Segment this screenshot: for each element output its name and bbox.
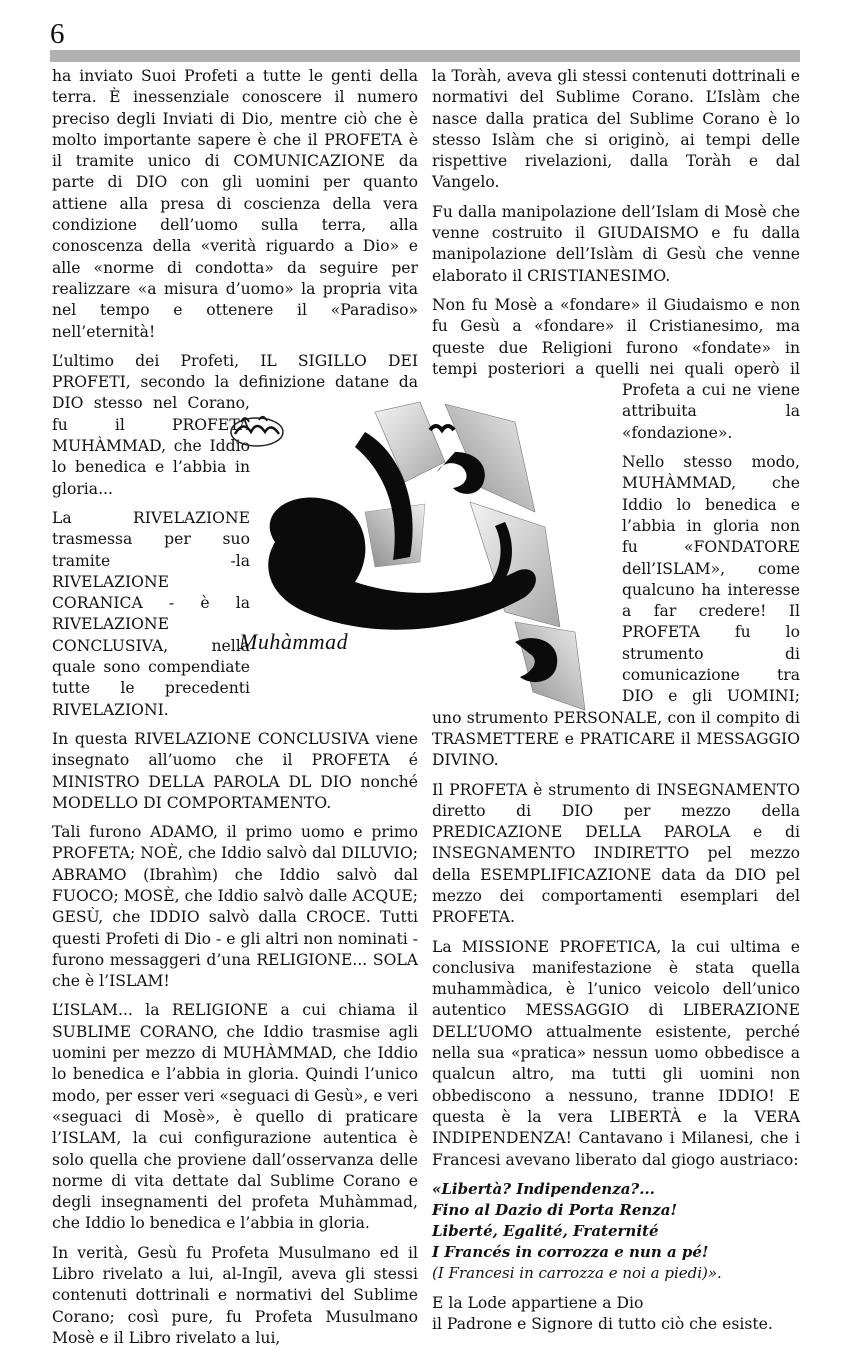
paragraph: In questa RIVELAZIONE CONCLUSIVA viene insegnato all’uomo che il PROFETA é MINISTRO DELLA PAROLA DL DIO nonché MODELLO DI COMPORTAMENTO. — [52, 729, 418, 812]
muhammad-calligraphy-illustration — [215, 392, 635, 716]
motto-line: I Francés in corrozza e nun a pé! — [432, 1242, 709, 1261]
paragraph: La MISSIONE PROFETICA, la cui ultima e conclusiva manifestazione è stata quella muhammàdica, è l’unico veicolo dell’unico autentico MESSAGGIO di LIBERAZIONE DELL’UOMO attualmente esistente, perché nella sua «pratica» nessun uomo obbedisce a qualcun altro, ma tutti gli uomini non obbediscono a nessuno, tranne IDDIO! E questa è la vera LIBERTÀ e la VERA INDIPENDENZA! Cantavano i Milanesi, che i Francesi avevano liberato dal giogo austriaco: — [432, 937, 800, 1169]
image-caption: Muhàmmad — [239, 629, 349, 654]
motto-verse — [432, 1179, 800, 1284]
paragraph: Non fu Mosè a «fondare» il Giudaismo e non fu Gesù a «fondare» il Cristianesimo, ma queste due Religioni furono «fondate» in tempi posteriori a quelli nei quali operò il Profeta a cui ne viene attribuita la «fondazione». — [432, 295, 800, 442]
paragraph: la Toràh, aveva gli stessi contenuti dottrinali e normativi del Sublime Corano. L’Islàm che nasce dalla pratica del Sublime Corano è lo stesso Islàm che si originò, ai tempi delle rispettive rivelazioni, dalla Toràh e dal Vangelo. — [432, 67, 800, 192]
paragraph: ha inviato Suoi Profeti a tutte le genti della terra. È inessenziale conoscere il numero preciso degli Inviati di Dio, mentre ciò che è molto importante sapere è che il PROFETA è il tramite unico di COMUNICAZIONE da parte di DIO con gli uomini per quanto attiene alla presa di coscienza della vera condizione dell’uomo sulla terra, alla conoscenza della «verità riguardo a Dio» e alle «norme di condotta» da seguire per realizzare «a misura d’uomo» la propria vita nel tempo e ottenere il «Paradiso» nell’eternità! — [52, 67, 418, 341]
paragraph-text: La RIVELAZIONE trasmessa per suo tramite -la RIVELAZIONE CORANICA - è la RIVELAZIONE CONCLUSIVA, nella quale sono compendiate tutte le precedenti RIVELAZIONI. — [52, 508, 250, 719]
closing-line: il Padrone e Signore di tutto ciò che esiste. — [432, 1315, 773, 1334]
paragraph: Fu dalla manipolazione dell’Islam di Mosè che venne costruito il GIUDAISMO e fu dalla manipolazione dell’Islàm di Gesù che venne elaborato il CRISTIANESIMO. — [432, 202, 800, 285]
paragraph: In verità, Gesù fu Profeta Musulmano ed il Libro rivelato a lui, al-Ingīl, aveva gli stessi contenuti dottrinali e normativi del Sublime Corano; così pure, fu Profeta Musulmano Mosè e il Libro rivelato a lui, — [52, 1243, 418, 1347]
closing-line: E la Lode appartiene a Dio — [432, 1293, 644, 1312]
paragraph: L’ultimo dei Profeti, IL SIGILLO DEI PROFETI, secondo la definizione datane da DIO stesso nel Corano, fu il PROFETA MUHÀMMAD, che Iddio lo benedica e l’abbia in gloria... — [52, 351, 418, 498]
paragraph: Nello stesso modo, MUHÀMMAD, che Iddio lo benedica e l’abbia in gloria non fu «FONDATORE dell’ISLAM», come qualcuno ha interesse a far credere! Il PROFETA fu lo strumento di comunicazione tra DIO e gli UOMINI; uno strumento PERSONALE, con il compito di TRASMETTERE e PRATICARE il MESSAGGIO DIVINO. — [432, 453, 800, 770]
blessing-seal-icon — [231, 417, 283, 446]
header-rule — [50, 50, 800, 62]
closing-lines — [432, 1293, 800, 1336]
paragraph: L’ISLAM... la RELIGIONE a cui chiama il SUBLIME CORANO, che Iddio trasmise agli uomini per mezzo di MUHÀMMAD, che Iddio lo benedica e l’abbia in gloria. Quindi l’unico modo, per esser veri «seguaci di Gesù», e veri «seguaci di Mosè», è quello di praticare l’ISLAM, la cui configurazione autentica è solo quella che proviene dall’osservanza delle norme di vita dettate dal Sublime Corano e degli insegnamenti del profeta Muhàmmad, che Iddio lo benedica e l’abbia in gloria. — [52, 1001, 418, 1233]
paragraph: Tali furono ADAMO, il primo uomo e primo PROFETA; NOÈ, che Iddio salvò dal DILUVIO; ABRAMO (Ibrahìm) che Iddio salvò dal FUOCO; MOSÈ, che Iddio salvò dalle ACQUE; GESÙ, che IDDIO salvò dalla CROCE. Tutti questi Profeti di Dio - e gli altri non nominati - furono messaggeri d’una RELIGIONE... SOLA che è l’ISLAM! — [52, 823, 418, 991]
motto-line: Liberté, Egalité, Fraternité — [432, 1221, 659, 1240]
motto-translation: (I Francesi in carrozza e noi a piedi)». — [432, 1263, 722, 1282]
paragraph: Il PROFETA è strumento di INSEGNAMENTO diretto di DIO per mezzo della PREDICAZIONE DELLA PAROLA e di INSEGNAMENTO INDIRETTO pel mezzo della ESEMPLIFICAZIONE data da DIO pel mezzo dei comportamenti esemplari del PROFETA. — [432, 780, 800, 927]
motto-line: Fino al Dazio di Porta Renza! — [432, 1200, 678, 1219]
motto-line: «Libertà? Indipendenza?... — [432, 1179, 655, 1198]
page-number: 6 — [50, 18, 65, 50]
